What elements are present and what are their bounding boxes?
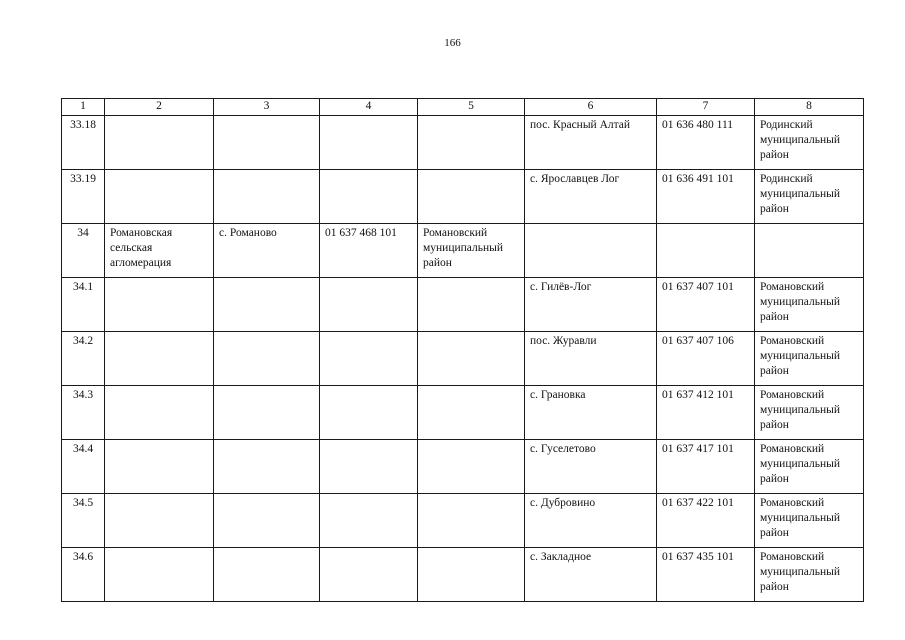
table-cell-col-6: с. Ярославцев Лог [525,170,657,224]
table-cell-col-6: с. Грановка [525,386,657,440]
table-cell-col-7: 01 637 407 106 [657,332,755,386]
table-cell-col-4 [320,332,418,386]
column-header-8: 8 [755,99,864,116]
table-cell-col-8: Романовский муниципальный район [755,278,864,332]
column-header-7: 7 [657,99,755,116]
table-cell-col-1: 34.5 [62,494,105,548]
table-cell-col-7: 01 637 422 101 [657,494,755,548]
table-row [62,494,864,548]
table-cell-col-5 [418,170,525,224]
table-cell-col-5: Романовский муниципальный район [418,224,525,278]
table-cell-col-3: с. Романово [214,224,320,278]
table-cell-col-8: Романовский муниципальный район [755,494,864,548]
table-cell-col-4 [320,386,418,440]
table-cell-col-1: 34.6 [62,548,105,602]
table-cell-col-4: 01 637 468 101 [320,224,418,278]
table-cell-col-8: Романовский муниципальный район [755,548,864,602]
table-cell-col-4 [320,440,418,494]
table-cell-col-3 [214,278,320,332]
table-cell-col-6: с. Дубровино [525,494,657,548]
table-cell-col-7 [657,224,755,278]
table-cell-col-3 [214,116,320,170]
table-cell-col-7: 01 637 407 101 [657,278,755,332]
column-header-2: 2 [105,99,214,116]
table-cell-col-2 [105,440,214,494]
table-cell-col-4 [320,116,418,170]
table-row [62,224,864,278]
table-cell-col-5 [418,278,525,332]
table-cell-col-8: Романовский муниципальный район [755,386,864,440]
table-cell-col-7: 01 637 412 101 [657,386,755,440]
table-cell-col-8: Романовский муниципальный район [755,440,864,494]
table-row [62,278,864,332]
table-cell-col-5 [418,386,525,440]
table-cell-col-6: пос. Журавли [525,332,657,386]
table-cell-col-1: 34 [62,224,105,278]
table-cell-col-2 [105,494,214,548]
column-header-1: 1 [62,99,105,116]
table-cell-col-8: Романовский муниципальный район [755,332,864,386]
table-row [62,548,864,602]
table-cell-col-3 [214,548,320,602]
settlements-table [61,98,864,602]
table-cell-col-4 [320,278,418,332]
table-cell-col-2 [105,116,214,170]
table-cell-col-7: 01 637 435 101 [657,548,755,602]
table-cell-col-5 [418,116,525,170]
table-cell-col-7: 01 637 417 101 [657,440,755,494]
table-cell-col-4 [320,494,418,548]
table-cell-col-5 [418,332,525,386]
table-cell-col-2 [105,386,214,440]
table-cell-col-8: Родинский муниципальный район [755,116,864,170]
table-row [62,386,864,440]
table-cell-col-1: 34.2 [62,332,105,386]
table-cell-col-7: 01 636 480 111 [657,116,755,170]
column-header-5: 5 [418,99,525,116]
table-row [62,170,864,224]
table-cell-col-8 [755,224,864,278]
table-cell-col-2 [105,170,214,224]
table-cell-col-3 [214,494,320,548]
table-cell-col-5 [418,440,525,494]
table-cell-col-6 [525,224,657,278]
table-cell-col-3 [214,386,320,440]
table-cell-col-6: пос. Красный Алтай [525,116,657,170]
table-cell-col-8: Родинский муниципальный район [755,170,864,224]
table-row [62,116,864,170]
column-header-4: 4 [320,99,418,116]
table-row [62,440,864,494]
table-cell-col-4 [320,548,418,602]
page-number: 166 [444,37,461,49]
table-cell-col-7: 01 636 491 101 [657,170,755,224]
table-cell-col-3 [214,170,320,224]
column-header-3: 3 [214,99,320,116]
table-cell-col-2: Романовская сельская агломерация [105,224,214,278]
table-cell-col-2 [105,332,214,386]
table-cell-col-6: с. Закладное [525,548,657,602]
table-cell-col-1: 34.4 [62,440,105,494]
table-body [62,116,864,602]
table-cell-col-1: 33.18 [62,116,105,170]
column-header-6: 6 [525,99,657,116]
table-cell-col-5 [418,494,525,548]
table-row [62,332,864,386]
table-cell-col-1: 34.3 [62,386,105,440]
table-cell-col-3 [214,332,320,386]
table-cell-col-5 [418,548,525,602]
table-cell-col-3 [214,440,320,494]
table-header-row [62,99,864,116]
table-cell-col-6: с. Гилёв-Лог [525,278,657,332]
table-cell-col-1: 33.19 [62,170,105,224]
table-cell-col-4 [320,170,418,224]
table-cell-col-1: 34.1 [62,278,105,332]
table-cell-col-2 [105,278,214,332]
table-cell-col-6: с. Гуселетово [525,440,657,494]
table-cell-col-2 [105,548,214,602]
